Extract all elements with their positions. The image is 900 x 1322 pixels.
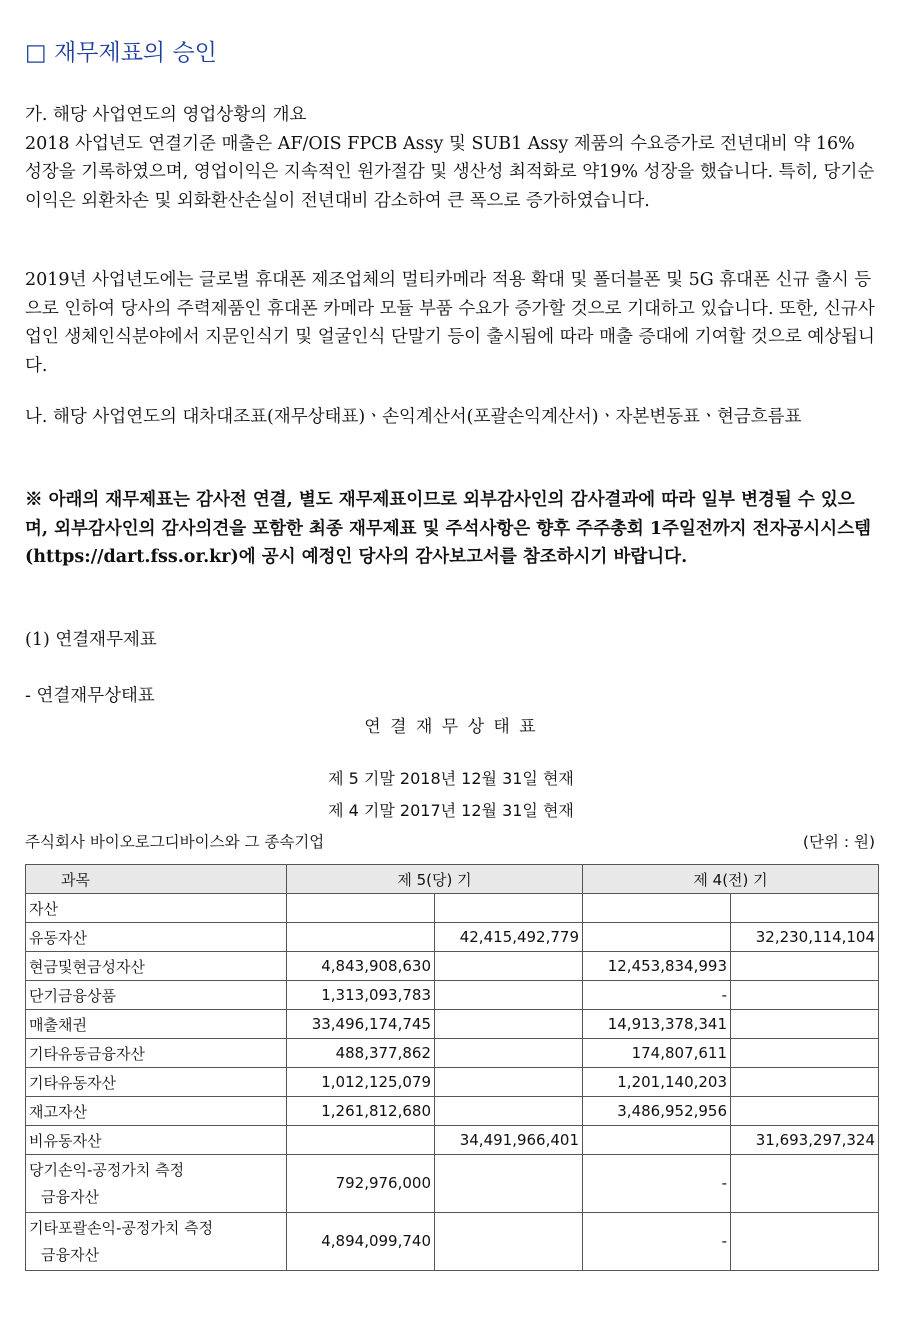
prior-detail: 12,453,834,993 xyxy=(583,952,731,981)
period-current: 제 5 기말 2018년 12월 31일 현재 xyxy=(328,769,574,788)
current-total xyxy=(435,894,583,923)
table-row xyxy=(26,981,879,1010)
prior-total xyxy=(731,1010,879,1039)
current-total xyxy=(435,1039,583,1068)
current-total xyxy=(435,1010,583,1039)
header-subject: 과목 xyxy=(26,865,287,894)
section-ga-paragraph-2-block xyxy=(25,266,877,380)
prior-detail: 174,807,611 xyxy=(583,1039,731,1068)
prior-detail xyxy=(583,923,731,952)
current-total xyxy=(435,952,583,981)
table-row xyxy=(26,923,879,952)
prior-total xyxy=(731,981,879,1010)
table-row xyxy=(26,894,879,923)
row-label: 단기금융상품 xyxy=(26,981,287,1010)
section-ga-paragraph-1: 2018 사업년도 연결기준 매출은 AF/OIS FPCB Assy 및 SUB1 Assy 제품의 수요증가로 전년대비 약 16% 성장을 기록하였으며, 영업이익은 지속적인 원가절감 및 생산성 최적화로 약19% 성장을 했습니다. 특히, 당기순이익은 외환차손 및 외화환산손실이 전년대비 감소하여 큰 폭으로 증가하였습니다. xyxy=(25,133,875,211)
current-total xyxy=(435,1097,583,1126)
subsection-consolidated: (1) 연결재무제표 xyxy=(25,630,157,650)
current-total: 34,491,966,401 xyxy=(435,1126,583,1155)
row-label-line-1: 당기손익-공정가치 측정 xyxy=(29,1160,185,1179)
prior-total xyxy=(731,952,879,981)
prior-total: 32,230,114,104 xyxy=(731,923,879,952)
prior-total xyxy=(731,1213,879,1271)
period-prior: 제 4 기말 2017년 12월 31일 현재 xyxy=(328,801,574,820)
section-na-title: 나. 해당 사업연도의 대차대조표(재무상태표)ㆍ손익계산서(포괄손익계산서)ㆍ자본변동표ㆍ현금흐름표 xyxy=(25,407,802,427)
prior-total: 31,693,297,324 xyxy=(731,1126,879,1155)
table-row xyxy=(26,1039,879,1068)
header-prior-period: 제 4(전) 기 xyxy=(583,865,879,894)
subsection-financial-position: - 연결재무상태표 xyxy=(25,686,155,706)
unit-label: (단위 : 원) xyxy=(802,833,875,851)
prior-total xyxy=(731,894,879,923)
section-ga-paragraph-2: 2019년 사업년도에는 글로벌 휴대폰 제조업체의 멀티카메라 적용 확대 및 폴더블폰 및 5G 휴대폰 신규 출시 등으로 인하여 당사의 주력제품인 휴대폰 카메라 모듈 부품 수요가 증가할 것으로 기대하고 있습니다. 또한, 신규사업인 생체인식분야에서 지문인식기 및 얼굴인식 단말기 등이 출시됨에 따라 매출 증대에 기여할 것으로 예상됩니다. xyxy=(25,270,875,376)
current-detail: 1,261,812,680 xyxy=(287,1097,435,1126)
prior-detail: 1,201,140,203 xyxy=(583,1068,731,1097)
row-label: 현금및현금성자산 xyxy=(26,952,287,981)
statement-title: 연 결 재 무 상 태 표 xyxy=(364,717,538,737)
row-label-line-2: 금융자산 xyxy=(41,1245,99,1264)
company-line xyxy=(25,830,877,852)
prior-detail: - xyxy=(583,1155,731,1213)
prior-detail xyxy=(583,894,731,923)
prior-total xyxy=(731,1039,879,1068)
section-ga xyxy=(25,101,877,215)
company-name: 주식회사 바이오로그디바이스와 그 종속기업 xyxy=(25,833,325,851)
row-label: 기타유동금융자산 xyxy=(26,1039,287,1068)
table-row xyxy=(26,952,879,981)
prior-detail: - xyxy=(583,1213,731,1271)
row-label xyxy=(26,1213,287,1271)
current-detail: 1,012,125,079 xyxy=(287,1068,435,1097)
prior-detail xyxy=(583,1126,731,1155)
current-detail: 4,894,099,740 xyxy=(287,1213,435,1271)
financial-position-table xyxy=(25,864,879,1271)
prior-total xyxy=(731,1155,879,1213)
header-current-period: 제 5(당) 기 xyxy=(287,865,583,894)
current-total xyxy=(435,1068,583,1097)
current-detail: 792,976,000 xyxy=(287,1155,435,1213)
table-row xyxy=(26,1097,879,1126)
current-total: 42,415,492,779 xyxy=(435,923,583,952)
current-total xyxy=(435,1213,583,1271)
row-label: 재고자산 xyxy=(26,1097,287,1126)
row-label-line-2: 금융자산 xyxy=(41,1187,99,1206)
audit-notice: ※ 아래의 재무제표는 감사전 연결, 별도 재무제표이므로 외부감사인의 감사결과에 따라 일부 변경될 수 있으며, 외부감사인의 감사의견을 포함한 최종 재무제표 및 주석사항은 향후 주주총회 1주일전까지 전자공시시스템(https://dart.fss.or.kr)에 공시 예정인 당사의 감사보고서를 참조하시기 바랍니다. xyxy=(25,490,872,567)
row-label: 기타유동자산 xyxy=(26,1068,287,1097)
row-label: 유동자산 xyxy=(26,923,287,952)
row-label: 매출채권 xyxy=(26,1010,287,1039)
current-detail: 1,313,093,783 xyxy=(287,981,435,1010)
current-detail xyxy=(287,894,435,923)
section-heading: □ 재무제표의 승인 xyxy=(25,40,217,66)
current-detail: 4,843,908,630 xyxy=(287,952,435,981)
table-row xyxy=(26,1010,879,1039)
prior-detail: - xyxy=(583,981,731,1010)
row-label: 비유동자산 xyxy=(26,1126,287,1155)
table-row xyxy=(26,1213,879,1271)
section-na xyxy=(25,403,877,432)
table-row xyxy=(26,1126,879,1155)
current-detail xyxy=(287,1126,435,1155)
section-ga-title: 가. 해당 사업연도의 영업상황의 개요 xyxy=(25,105,307,125)
prior-total xyxy=(731,1068,879,1097)
current-detail xyxy=(287,923,435,952)
current-detail: 33,496,174,745 xyxy=(287,1010,435,1039)
table-row xyxy=(26,1155,879,1213)
prior-total xyxy=(731,1097,879,1126)
prior-detail: 3,486,952,956 xyxy=(583,1097,731,1126)
current-detail: 488,377,862 xyxy=(287,1039,435,1068)
prior-detail: 14,913,378,341 xyxy=(583,1010,731,1039)
row-label: 자산 xyxy=(26,894,287,923)
table-header-row xyxy=(26,865,879,894)
current-total xyxy=(435,1155,583,1213)
table-row xyxy=(26,1068,879,1097)
current-total xyxy=(435,981,583,1010)
row-label xyxy=(26,1155,287,1213)
row-label-line-1: 기타포괄손익-공정가치 측정 xyxy=(29,1218,214,1237)
